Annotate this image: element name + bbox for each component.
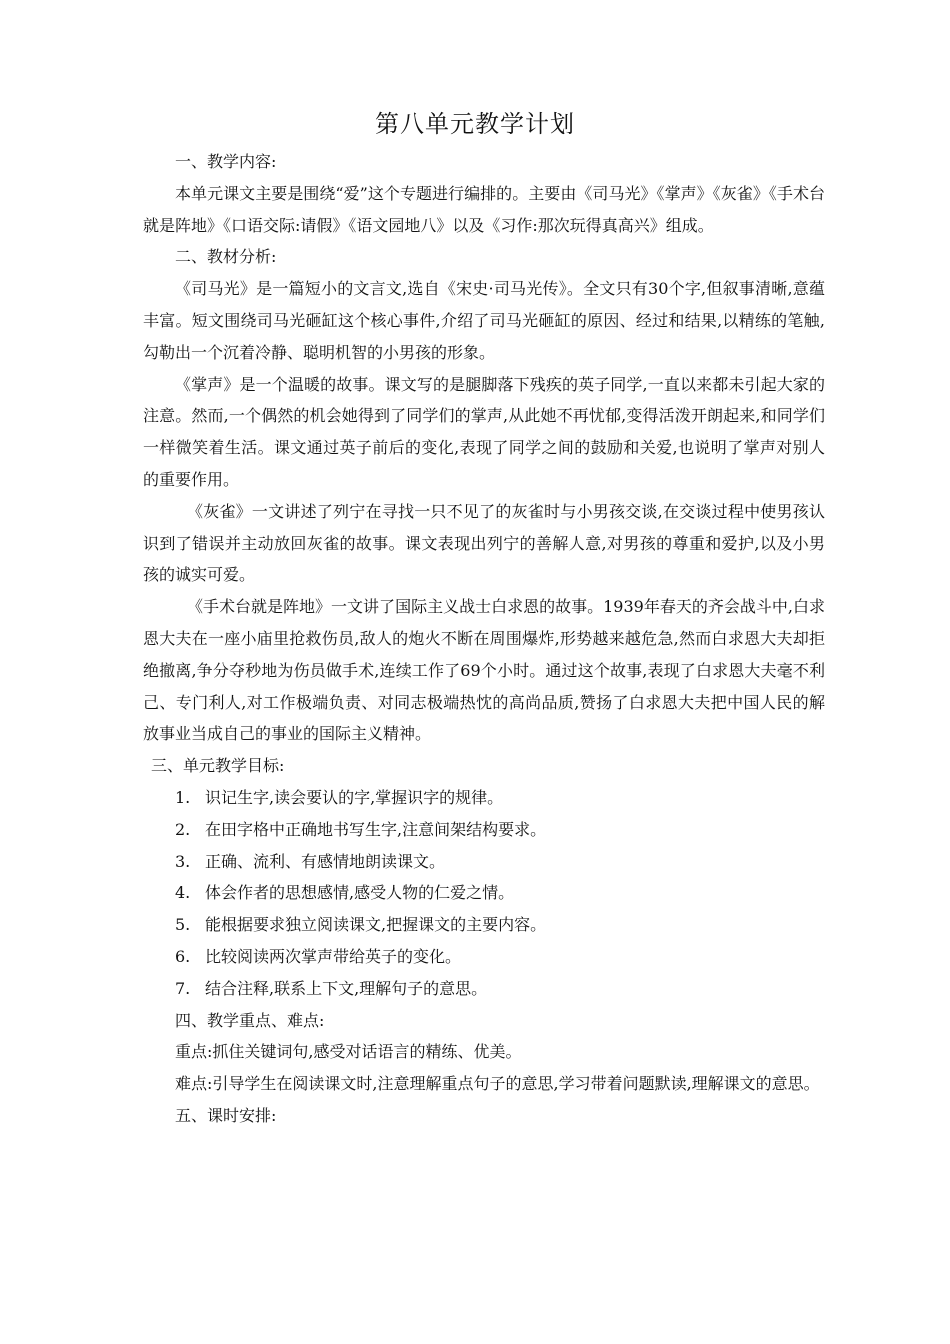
- list-item: 2. 在田字格中正确地书写生字,注意间架结构要求。: [175, 819, 547, 839]
- list-item: 5. 能根据要求独立阅读课文,把握课文的主要内容。: [175, 915, 547, 935]
- section-heading-material-analysis: 二、教材分析:: [175, 247, 277, 267]
- page-title: 第八单元教学计划: [375, 110, 575, 138]
- document-body: [143, 146, 825, 1132]
- section-heading-schedule: 五、课时安排:: [175, 1105, 277, 1125]
- paragraph-shoushutai: 《手术台就是阵地》一文讲了国际主义战士白求恩的故事。1939年春天的齐会战斗中,白求恩大夫在一座小庙里抢救伤员,敌人的炮火不断在周围爆炸,形势越来越危急,然而白求恩大夫却拒绝撤离,争分夺秒地为伤员做手术,连续工作了69个小时。通过这个故事,表现了白求恩大夫毫不利己、专门利人,对工作极端负责、对同志极端热忱的高尚品质,赞扬了白求恩大夫把中国人民的解放事业当成自己的事业的国际主义精神。: [143, 597, 825, 744]
- list-item: 6. 比较阅读两次掌声带给英子的变化。: [175, 946, 462, 966]
- section-heading-teaching-content: 一、教学内容:: [175, 152, 277, 171]
- list-item: 4. 体会作者的思想感情,感受人物的仁爱之情。: [175, 883, 515, 903]
- section-heading-key-points: 四、教学重点、难点:: [175, 1010, 325, 1030]
- list-item: 3. 正确、流利、有感情地朗读课文。: [175, 851, 446, 871]
- section-heading-unit-goals: 三、单元教学目标:: [151, 756, 285, 776]
- paragraph-huique: 《灰雀》一文讲述了列宁在寻找一只不见了的灰雀时与小男孩交谈,在交谈过程中使男孩认识到了错误并主动放回灰雀的故事。课文表现出列宁的善解人意,对男孩的尊重和爱护,以及小男孩的诚实可爱。: [143, 501, 825, 585]
- paragraph-teaching-content: 本单元课文主要是围绕“爱”这个专题进行编排的。主要由《司马光》《掌声》《灰雀》《手术台就是阵地》《口语交际:请假》《语文园地八》以及《习作:那次玩得真高兴》组成。: [143, 183, 825, 235]
- paragraph-difficult-point: 难点:引导学生在阅读课文时,注意理解重点句子的意思,学习带着问题默读,理解课文的意思。: [175, 1074, 820, 1094]
- paragraph-sima-guang: 《司马光》是一篇短小的文言文,选自《宋史·司马光传》。全文只有30个字,但叙事清晰,意蕴丰富。短文围绕司马光砸缸这个核心事件,介绍了司马光砸缸的原因、经过和结果,以精练的笔触,勾勒出一个沉着冷静、聪明机智的小男孩的形象。: [143, 279, 825, 362]
- list-item: 1. 识记生字,读会要认的字,掌握识字的规律。: [175, 787, 504, 807]
- paragraph-key-point: 重点:抓住关键词句,感受对话语言的精练、优美。: [175, 1042, 522, 1062]
- list-item: 7. 结合注释,联系上下文,理解句子的意思。: [175, 978, 488, 998]
- goals-list: [143, 782, 825, 1005]
- paragraph-zhangsheng: 《掌声》是一个温暖的故事。课文写的是腿脚落下残疾的英子同学,一直以来都未引起大家的注意。然而,一个偶然的机会她得到了同学们的掌声,从此她不再忧郁,变得活泼开朗起来,和同学们一样微笑着生活。课文通过英子前后的变化,表现了同学之间的鼓励和关爱,也说明了掌声对别人的重要作用。: [143, 374, 825, 489]
